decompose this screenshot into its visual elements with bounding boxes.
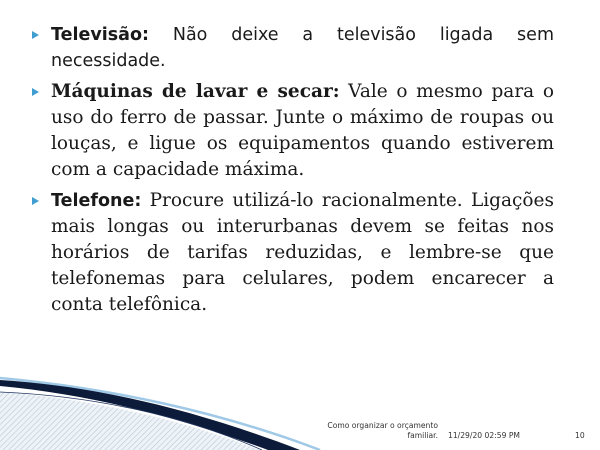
- list-item: [32, 79, 554, 183]
- footer-title: Como organizar o orçamento familiar.: [327, 421, 438, 440]
- list-item: [32, 22, 554, 74]
- triangle-bullet-icon: [32, 31, 39, 39]
- bullet-list: [32, 22, 554, 323]
- item-term: Máquinas de lavar e secar:: [51, 81, 340, 102]
- item-text: Vale o mesmo para o uso do ferro de passar. Junte o máximo de roupas ou louças, e ligue os equipamentos quando estiverem com a capacidade máxima.: [51, 81, 554, 180]
- triangle-bullet-icon: [32, 197, 39, 205]
- item-term: Telefone:: [51, 191, 142, 211]
- footer-date: 11/29/20 02:59 PM: [448, 431, 520, 440]
- page-number: 10: [575, 431, 585, 440]
- list-item: [32, 188, 554, 318]
- triangle-bullet-icon: [32, 88, 39, 96]
- item-text: Procure utilizá-lo racionalmente. Ligações mais longas ou interurbanas devem se feitas nos horários de tarifas reduzidas, e lembre-se que telefonemas para celulares, podem encarecer a conta telefônica.: [51, 190, 554, 315]
- item-text: Não deixe a televisão ligada sem necessidade.: [51, 25, 554, 71]
- item-term: Televisão:: [51, 25, 150, 45]
